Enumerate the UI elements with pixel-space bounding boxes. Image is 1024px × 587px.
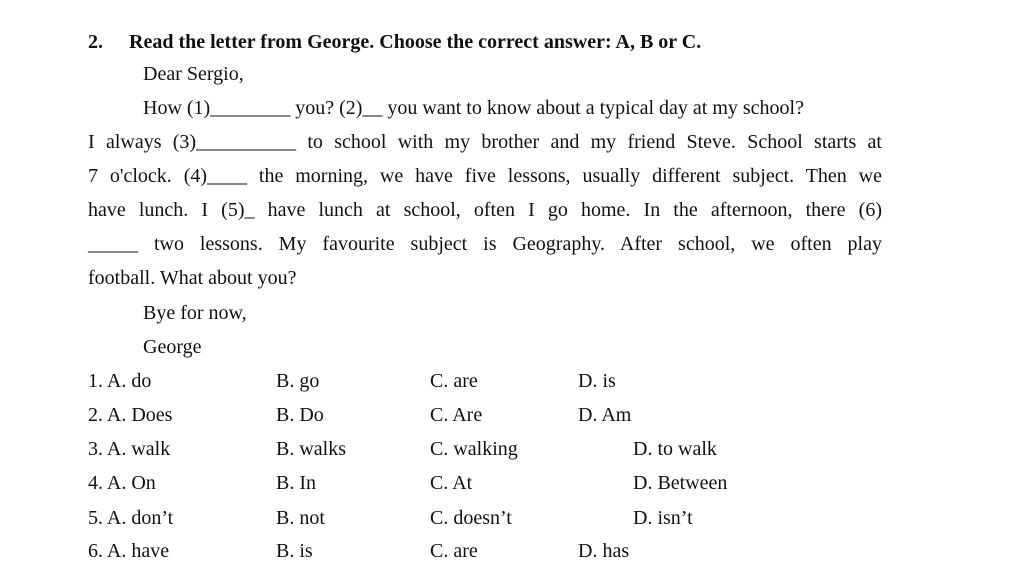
question-1-option-d: D. is xyxy=(578,370,616,392)
question-2-option-d: D. Am xyxy=(578,404,632,426)
letter-line-4: have lunch. I (5)_ have lunch at school, often I go home. In the afternoon, there (6) xyxy=(88,199,882,221)
question-2-option-a: 2. A. Does xyxy=(88,404,173,426)
question-1-option-a: 1. A. do xyxy=(88,370,152,392)
question-4-option-a: 4. A. On xyxy=(88,472,156,494)
question-4-option-d: D. Between xyxy=(633,472,728,494)
letter-closing: Bye for now, xyxy=(143,302,247,324)
question-3-option-c: C. walking xyxy=(430,438,518,460)
letter-line-1: How (1)________ you? (2)__ you want to know about a typical day at my school? xyxy=(143,97,804,119)
question-3-option-a: 3. A. walk xyxy=(88,438,171,460)
letter-line-2: I always (3)__________ to school with my brother and my friend Steve. School starts at xyxy=(88,131,882,153)
letter-line-6: football. What about you? xyxy=(88,267,297,289)
question-5-option-d: D. isn’t xyxy=(633,507,693,529)
question-5-option-a: 5. A. don’t xyxy=(88,507,174,529)
question-5-option-c: C. doesn’t xyxy=(430,507,512,529)
question-6-option-c: C. are xyxy=(430,540,478,562)
question-2-option-c: C. Are xyxy=(430,404,483,426)
question-6-option-a: 6. A. have xyxy=(88,540,170,562)
question-3-option-b: B. walks xyxy=(276,438,346,460)
question-6-option-d: D. has xyxy=(578,540,630,562)
question-4-option-c: C. At xyxy=(430,472,473,494)
letter-signature: George xyxy=(143,336,202,358)
exercise-instruction: Read the letter from George. Choose the correct answer: A, B or C. xyxy=(129,31,702,53)
exercise-number: 2. xyxy=(88,31,103,53)
letter-line-3: 7 o'clock. (4)____ the morning, we have five lessons, usually different subject. Then we xyxy=(88,165,882,187)
question-1-option-c: C. are xyxy=(430,370,478,392)
letter-line-5: _____ two lessons. My favourite subject is Geography. After school, we often play xyxy=(88,233,882,255)
letter-greeting: Dear Sergio, xyxy=(143,63,244,85)
question-4-option-b: B. In xyxy=(276,472,316,494)
question-5-option-b: B. not xyxy=(276,507,325,529)
question-3-option-d: D. to walk xyxy=(633,438,717,460)
question-6-option-b: B. is xyxy=(276,540,313,562)
question-2-option-b: B. Do xyxy=(276,404,324,426)
question-1-option-b: B. go xyxy=(276,370,320,392)
